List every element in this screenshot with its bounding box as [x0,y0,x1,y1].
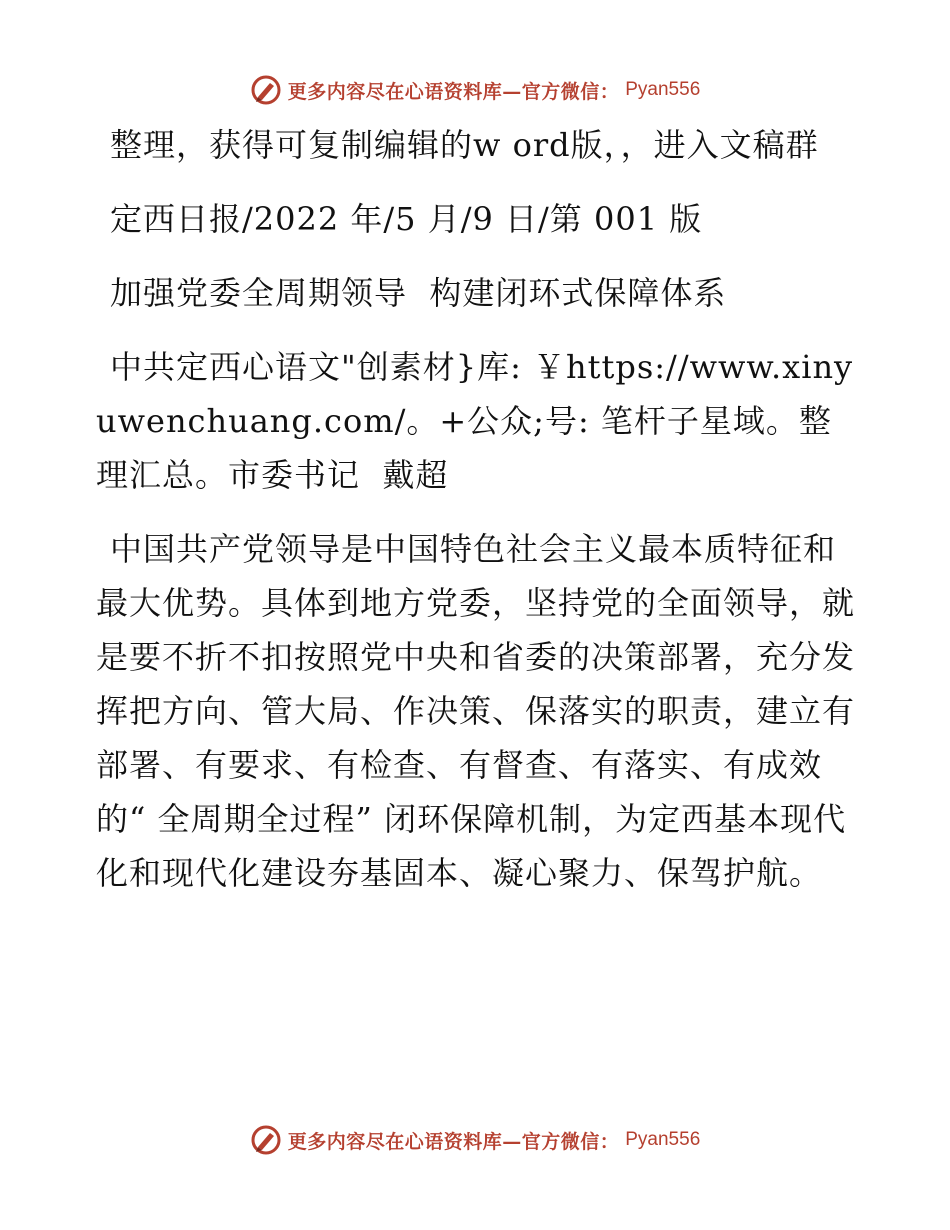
header-watermark-banner [0,70,950,110]
article-title: 加强党委全周期领导 构建闭环式保障体系 [110,274,727,312]
banner-contact: Pyan556 [625,1129,701,1150]
banner-text: 更多内容尽在心语资料库—官方微信： [287,1130,620,1153]
pen-circle-logo-icon [250,1124,282,1156]
author-line: 中共定西心语文"创素材}库: ￥https://www.xinyuwenchuang.com/。+公众;号: 笔杆子星域。整理汇总。市委书记 戴超 [96,348,854,494]
document-body [96,118,856,900]
intro-line: 整理，获得可复制编辑的w ord版，，进入文稿群 [110,126,819,164]
pen-circle-logo-icon [250,74,282,106]
banner-text: 更多内容尽在心语资料库—官方微信： [287,80,620,103]
publication-info: 定西日报/2022 年/5 月/9 日/第 001 版 [110,200,703,238]
footer-watermark-banner [0,1120,950,1160]
body-paragraph: 中国共产党领导是中国特色社会主义最本质特征和最大优势。具体到地方党委，坚持党的全面领导，就是要不折不扣按照党中央和省委的决策部署，充分发挥把方向、管大局、作决策、保落实的职责，建立有部署、有要求、有检查、有督查、有落实、有成效的“ 全周期全过程” 闭环保障机制，为定西基本现代化和现代化建设夯基固本、凝心聚力、保驾护航。 [96,530,856,892]
banner-contact: Pyan556 [625,79,701,100]
